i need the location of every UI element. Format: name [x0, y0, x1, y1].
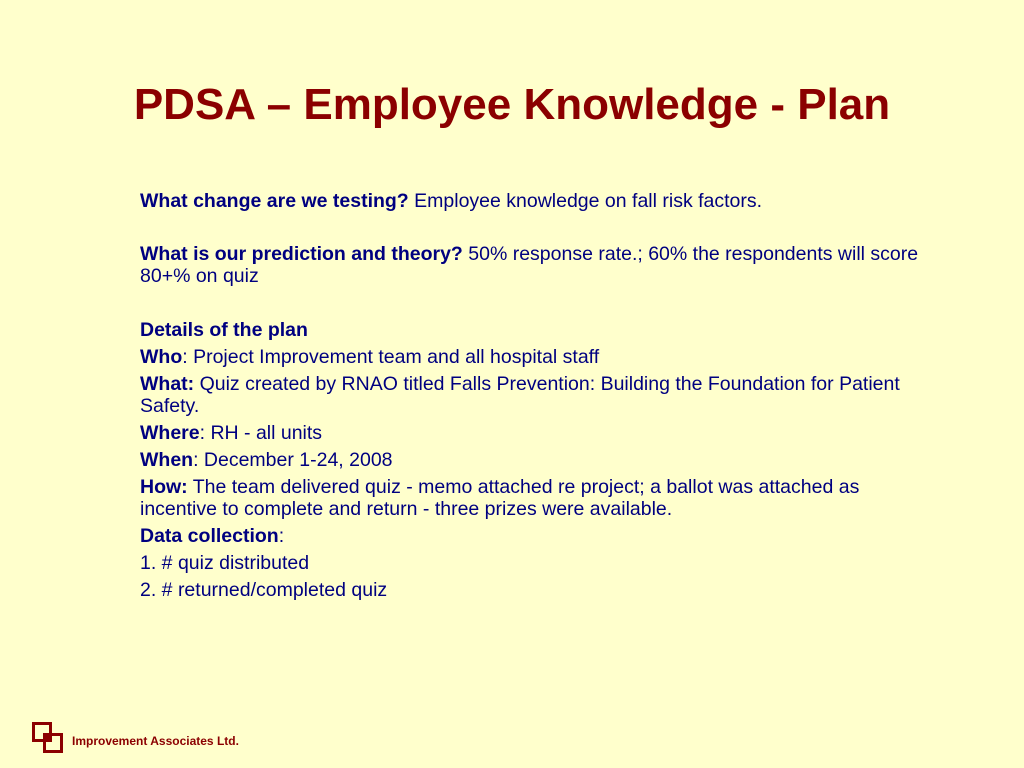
when-item [140, 449, 930, 471]
data-collection-text: : [278, 525, 285, 547]
prediction-label: What is our prediction and theory? [140, 243, 463, 265]
what-text: Quiz created by RNAO titled Falls Prevention: Building the Foundation for Patient Safety. [140, 373, 900, 417]
how-text: The team delivered quiz - memo attached re project; a ballot was attached as incentive to complete and return - three prizes were available. [140, 476, 860, 520]
when-label: When [140, 449, 194, 471]
change-question [140, 190, 930, 212]
data-collection-entry-1: 1. # quiz distributed [140, 552, 310, 574]
prediction-question [140, 243, 930, 287]
change-text: Employee knowledge on fall risk factors. [408, 190, 763, 212]
where-label: Where [140, 422, 200, 444]
who-label: Who [140, 346, 183, 368]
footer-company-name: Improvement Associates Ltd. [72, 734, 239, 748]
data-collection-label: Data collection [140, 525, 279, 547]
who-text: : Project Improvement team and all hospital staff [182, 346, 600, 368]
overlapping-squares-logo-icon [32, 722, 64, 754]
where-text: : RH - all units [199, 422, 323, 444]
plan-content [140, 190, 930, 606]
where-item [140, 422, 930, 444]
data-collection-entry-2: 2. # returned/completed quiz [140, 579, 388, 601]
when-text: : December 1-24, 2008 [193, 449, 393, 471]
how-item [140, 476, 930, 520]
what-label: What: [140, 373, 195, 395]
change-label: What change are we testing? [140, 190, 409, 212]
what-item [140, 373, 930, 417]
slide-title: PDSA – Employee Knowledge - Plan [133, 80, 891, 129]
how-label: How: [140, 476, 188, 498]
data-collection-item [140, 525, 930, 547]
footer [32, 722, 432, 754]
details-heading: Details of the plan [140, 319, 308, 341]
prediction-text: 50% response rate.; 60% the respondents will score 80+% on quiz [140, 243, 919, 287]
who-item [140, 346, 930, 368]
